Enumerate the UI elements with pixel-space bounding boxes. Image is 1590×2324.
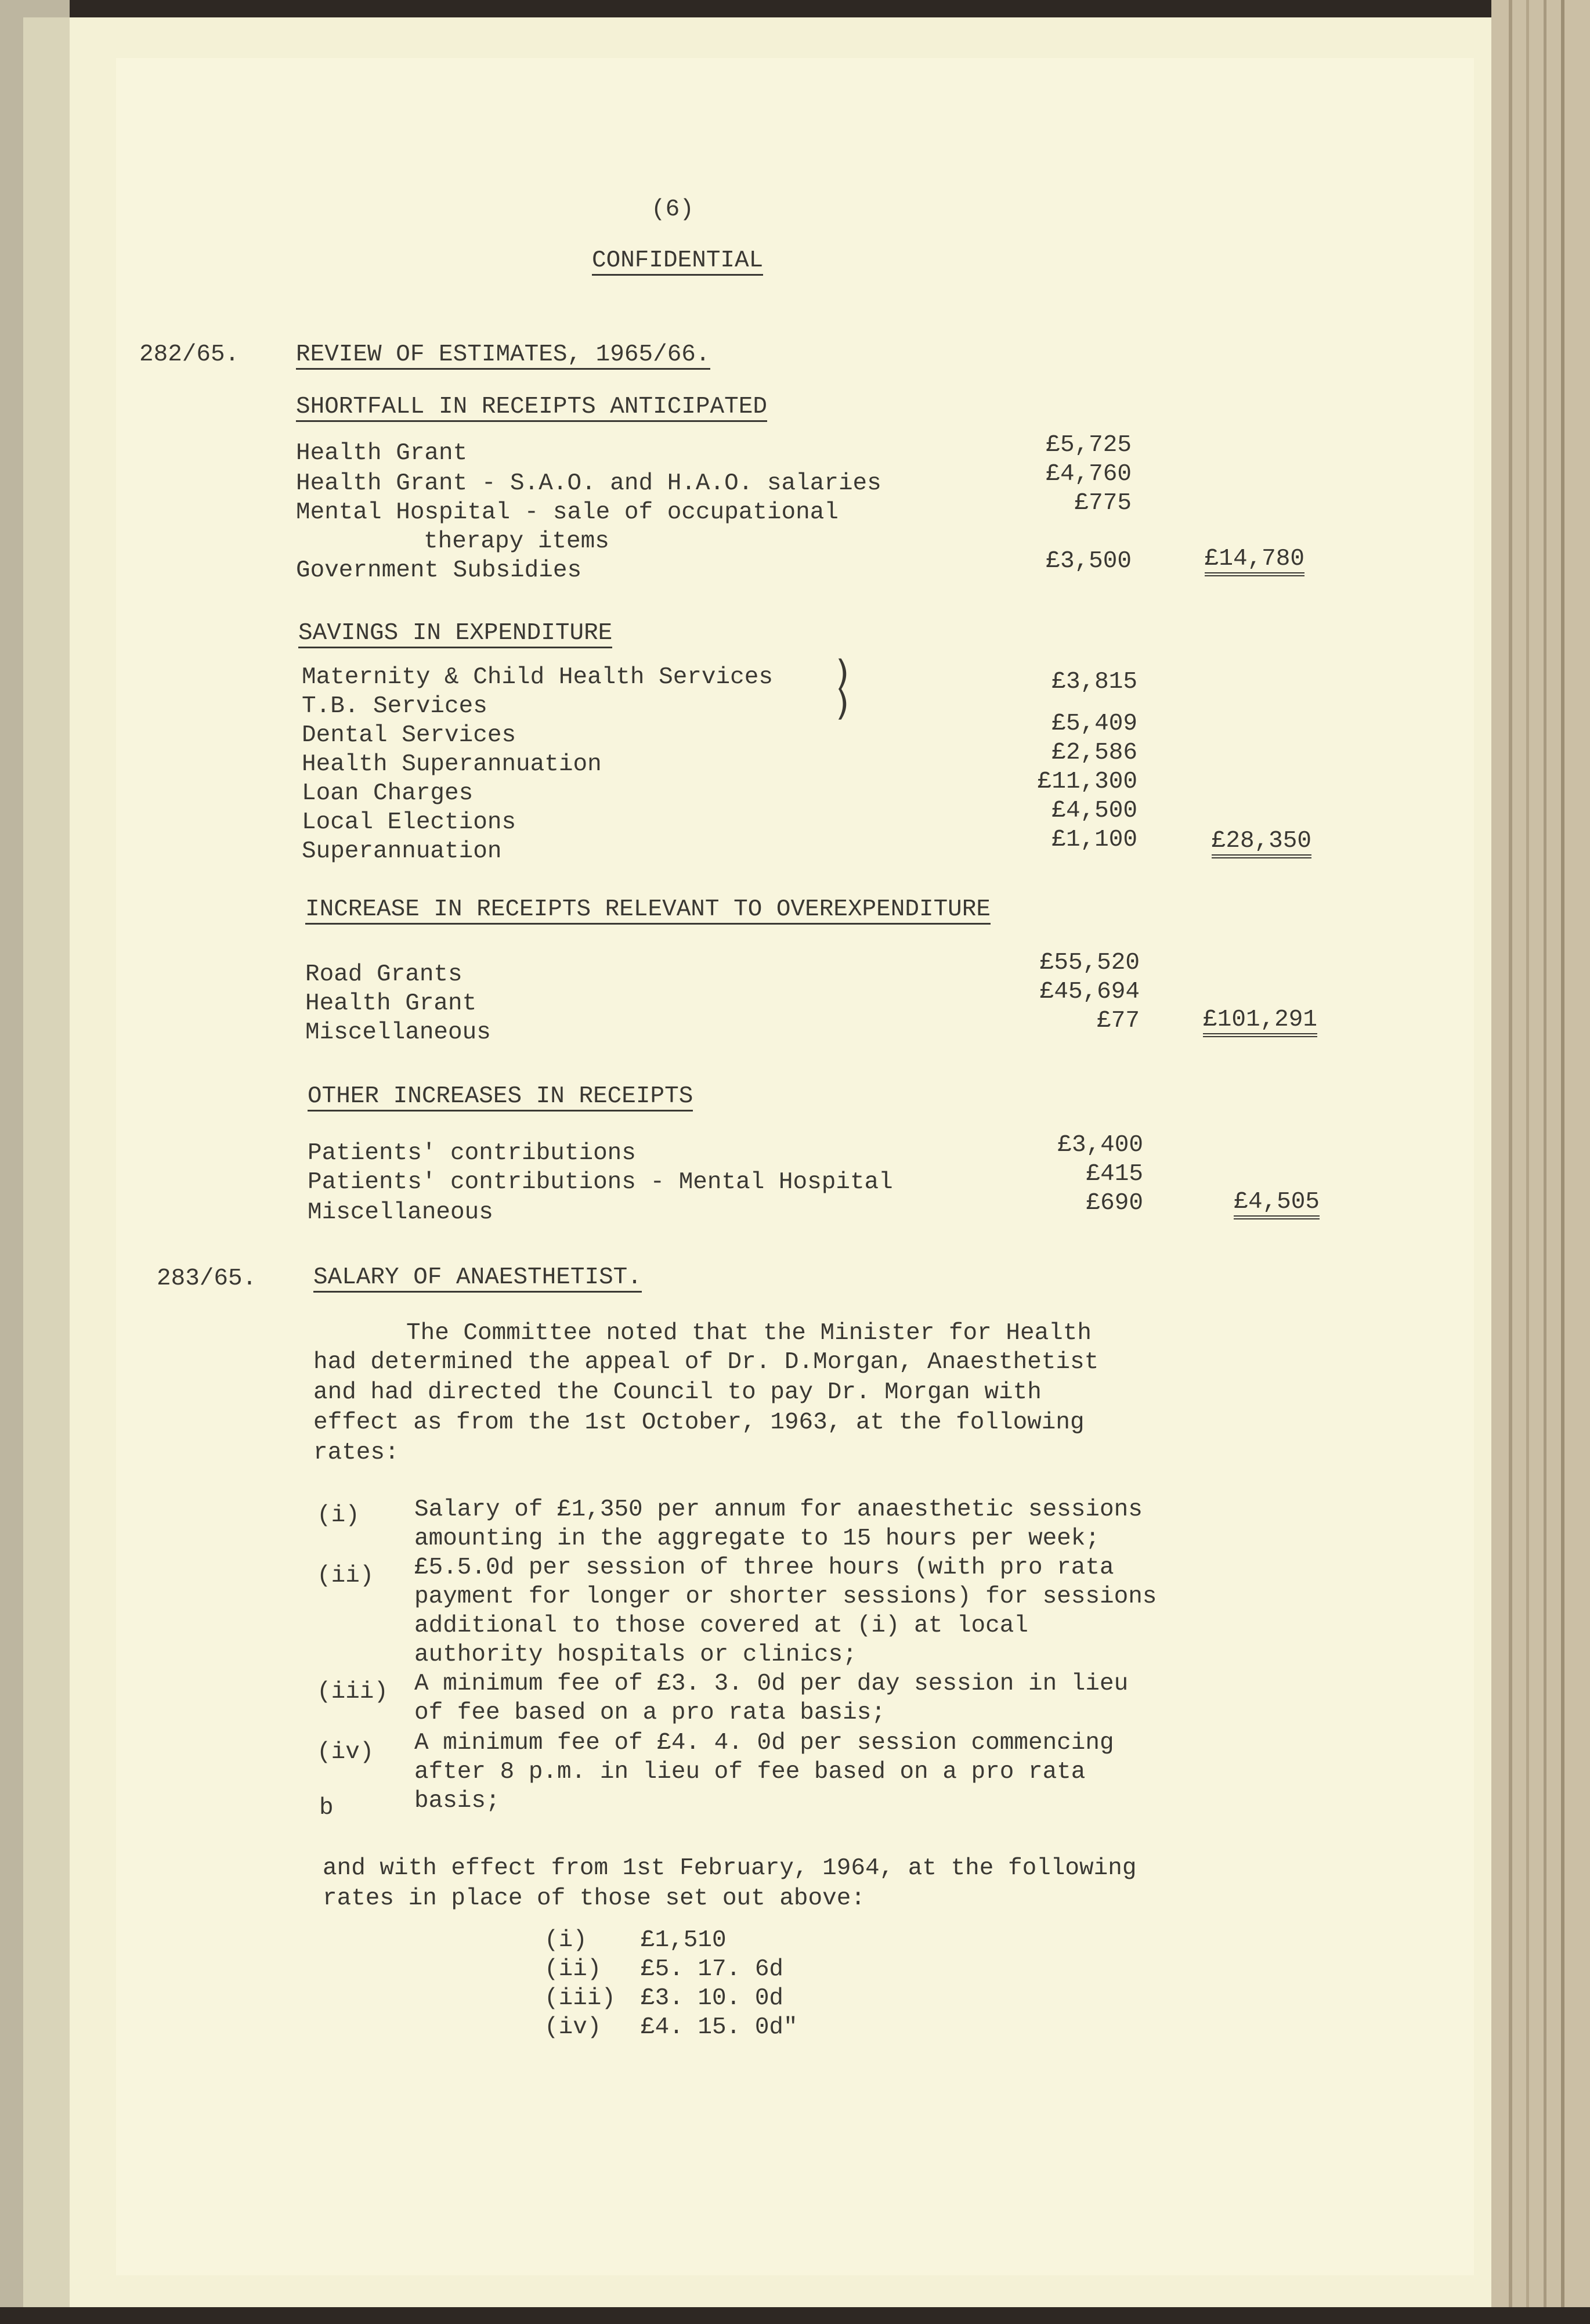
bracketed-amount: £3,815: [1051, 669, 1137, 695]
stray-mark: b: [319, 1795, 334, 1821]
item-line: payment for longer or shorter sessions) for sessions: [414, 1583, 1157, 1610]
revised-rate-amount: £5. 17. 6d: [641, 1956, 784, 1983]
item-marker: (i): [317, 1502, 360, 1529]
revised-rate-amount: £4. 15. 0d": [641, 2014, 798, 2041]
item-line: authority hospitals or clinics;: [414, 1641, 857, 1668]
paragraph-line: had determined the appeal of Dr. D.Morgan, Anaesthetist: [313, 1349, 1099, 1376]
ledger-row-amount: £55,520: [1039, 950, 1140, 976]
ledger-row-amount: £4,760: [1046, 461, 1132, 488]
minute-282-title: REVIEW OF ESTIMATES, 1965/66.: [296, 341, 710, 370]
page-number: (6): [651, 196, 694, 223]
item-line: after 8 p.m. in lieu of fee based on a pro rata: [414, 1759, 1086, 1785]
revised-rate-marker: (iv): [544, 2014, 602, 2041]
item-marker: (ii): [317, 1562, 374, 1589]
confidential-label: CONFIDENTIAL: [592, 247, 763, 276]
paragraph-line: effect as from the 1st October, 1963, at the following: [313, 1409, 1085, 1436]
closing-line: rates in place of those set out above:: [323, 1885, 865, 1912]
ledger-row-amount: £5,409: [1051, 710, 1137, 737]
ledger-row-amount: £415: [1086, 1161, 1143, 1188]
ledger-row-label: Local Elections: [302, 809, 516, 836]
revised-rate-amount: £3. 10. 0d: [641, 1985, 784, 2012]
minute-283-number: 283/65.: [157, 1265, 257, 1292]
revised-rate-marker: (i): [544, 1927, 587, 1954]
ledger-row-amount: £5,725: [1046, 432, 1132, 459]
section-other-increases-heading: OTHER INCREASES IN RECEIPTS: [308, 1083, 693, 1112]
ledger-row-label: Superannuation: [302, 838, 502, 865]
ledger-row-label: Health Grant: [296, 440, 468, 467]
ledger-row-label: Maternity & Child Health Services: [302, 664, 773, 691]
ledger-row-label: Health Grant: [305, 990, 477, 1017]
section-total: £14,780: [1205, 546, 1304, 576]
item-line: additional to those covered at (i) at local: [414, 1612, 1028, 1639]
revised-rate-amount: £1,510: [641, 1927, 727, 1954]
page-edges: [1491, 0, 1590, 2324]
ledger-row-label: Government Subsidies: [296, 557, 582, 584]
ledger-row-label: Patients' contributions: [308, 1140, 636, 1167]
section-savings-heading: SAVINGS IN EXPENDITURE: [298, 620, 612, 648]
ledger-row-amount: £1,100: [1051, 827, 1137, 853]
ledger-row-label: Miscellaneous: [305, 1019, 491, 1046]
section-total: £101,291: [1203, 1006, 1317, 1037]
item-line: A minimum fee of £4. 4. 0d per session commencing: [414, 1730, 1114, 1756]
item-marker: (iii): [317, 1679, 389, 1705]
ledger-row-amount: £3,400: [1057, 1132, 1143, 1159]
ledger-row-label: Patients' contributions - Mental Hospital: [308, 1169, 893, 1196]
ledger-row-amount: £3,500: [1046, 548, 1132, 575]
ledger-row-amount: £690: [1086, 1190, 1143, 1217]
ledger-row-label: T.B. Services: [302, 693, 487, 720]
item-line: £5.5.0d per session of three hours (with pro rata: [414, 1554, 1114, 1581]
section-shortfall-heading: SHORTFALL IN RECEIPTS ANTICIPATED: [296, 394, 767, 422]
item-line: A minimum fee of £3. 3. 0d per day session in lieu: [414, 1670, 1129, 1697]
ledger-row-amount: £45,694: [1039, 979, 1140, 1005]
section-increase-heading: INCREASE IN RECEIPTS RELEVANT TO OVEREXPENDITURE: [305, 896, 991, 925]
ledger-row-label: Dental Services: [302, 722, 516, 749]
bracket-mark: ): [836, 653, 850, 694]
item-line: amounting in the aggregate to 15 hours per week;: [414, 1525, 1100, 1552]
section-total: £4,505: [1234, 1189, 1320, 1219]
item-line: of fee based on a pro rata basis;: [414, 1699, 886, 1726]
ledger-row-label: Miscellaneous: [308, 1199, 493, 1226]
minute-283-title: SALARY OF ANAESTHETIST.: [313, 1264, 642, 1293]
ledger-row-label: Mental Hospital - sale of occupational: [296, 499, 839, 526]
section-total: £28,350: [1212, 828, 1311, 858]
ledger-row-amount: £77: [1097, 1008, 1140, 1034]
closing-line: and with effect from 1st February, 1964, at the following: [323, 1855, 1137, 1882]
paragraph-line: The Committee noted that the Minister for Health: [406, 1320, 1092, 1347]
item-marker: (iv): [317, 1739, 374, 1766]
bracket-mark: ): [836, 683, 850, 724]
ledger-row-amount: £4,500: [1051, 797, 1137, 824]
paragraph-line: and had directed the Council to pay Dr. Morgan with: [313, 1379, 1042, 1406]
item-line: basis;: [414, 1788, 500, 1814]
revised-rate-marker: (ii): [544, 1956, 602, 1983]
ledger-row-label: Loan Charges: [302, 780, 474, 807]
ledger-row-amount: £775: [1074, 490, 1132, 517]
ledger-row-amount: £2,586: [1051, 739, 1137, 766]
revised-rate-marker: (iii): [544, 1985, 616, 2012]
minute-282-number: 282/65.: [139, 341, 240, 368]
paragraph-line: rates:: [313, 1439, 399, 1466]
ledger-row-label: Health Superannuation: [302, 751, 602, 778]
ledger-row-label: Health Grant - S.A.O. and H.A.O. salaries: [296, 470, 881, 497]
item-line: Salary of £1,350 per annum for anaesthetic sessions: [414, 1496, 1143, 1523]
ledger-row-label-continuation: therapy items: [424, 528, 609, 555]
ledger-row-label: Road Grants: [305, 961, 462, 988]
ledger-row-amount: £11,300: [1037, 768, 1137, 795]
